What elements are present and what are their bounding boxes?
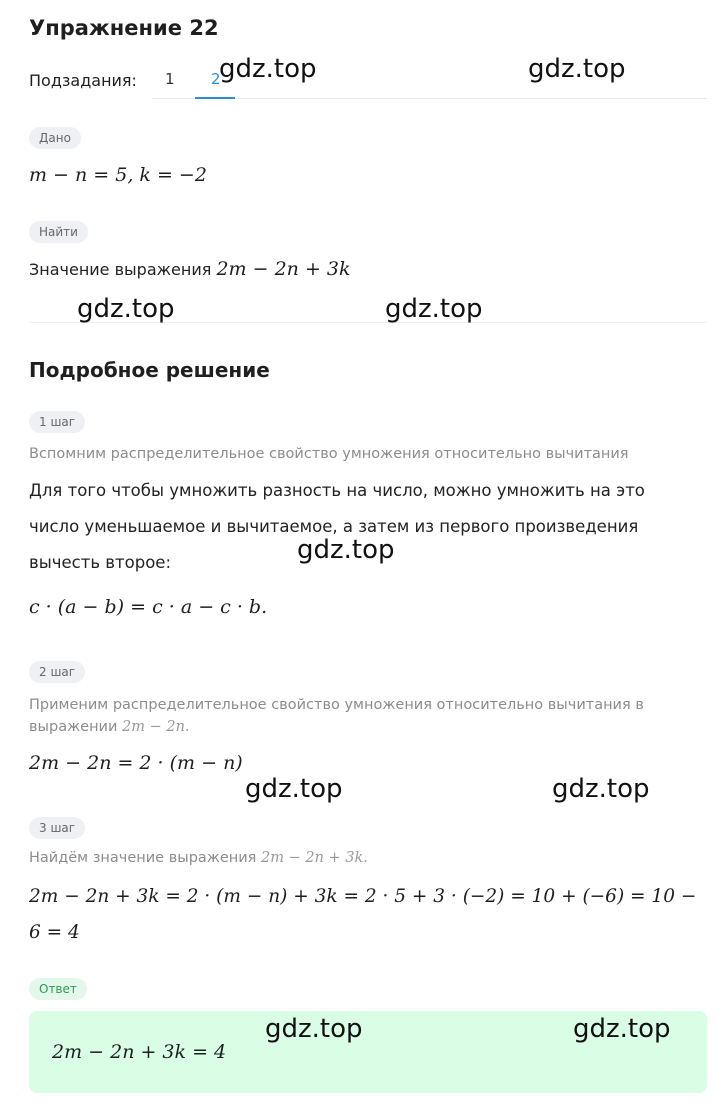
tab-subtask-1[interactable]: 1 <box>165 70 175 88</box>
page-title: Упражнение 22 <box>29 16 219 40</box>
watermark: gdz.top <box>297 535 395 565</box>
watermark: gdz.top <box>265 1014 363 1044</box>
step-2-hint <box>29 694 669 738</box>
step-2-chip: 2 шаг <box>29 661 85 683</box>
find-row <box>29 258 351 280</box>
watermark: gdz.top <box>385 294 483 324</box>
watermark: gdz.top <box>219 54 317 84</box>
watermark: gdz.top <box>573 1014 671 1044</box>
step-1-text: Для того чтобы умножить разность на число, можно умножить на это число уменьшаемое и вычитаемое, а затем из первого произведения вычесть второе: <box>29 481 645 572</box>
answer-chip: Ответ <box>29 978 87 1000</box>
find-expression: 2m − 2n + 3k <box>216 258 351 280</box>
watermark: gdz.top <box>77 294 175 324</box>
find-text: Значение выражения <box>29 260 212 279</box>
answer-expression: 2m − 2n + 3k = 4 <box>52 1041 227 1063</box>
subtasks-label: Подзадания: <box>29 71 137 90</box>
step-2-expression: 2m − 2n = 2 · (m − n) <box>29 752 243 774</box>
tab-subtask-2[interactable]: 2 <box>211 70 221 88</box>
step-3-hint <box>29 850 368 866</box>
step-2-hint-text: Применим распределительное свойство умножения относительно вычитания в выражении <box>29 697 644 735</box>
step-1-chip: 1 шаг <box>29 411 85 433</box>
step-1-hint: Вспомним распределительное свойство умножения относительно вычитания <box>29 446 629 462</box>
tabs-divider <box>152 98 707 99</box>
given-expression: m − n = 5, k = −2 <box>29 164 207 186</box>
watermark: gdz.top <box>245 774 343 804</box>
solution-heading: Подробное решение <box>29 358 270 382</box>
step-3-hint-text: Найдём значение выражения <box>29 850 257 866</box>
step-3-expression-line-2: 6 = 4 <box>29 922 80 943</box>
step-3-chip: 3 шаг <box>29 817 85 839</box>
step-3-hint-expression: 2m − 2n + 3k. <box>261 850 368 866</box>
step-3-expression-line-1: 2m − 2n + 3k = 2 · (m − n) + 3k = 2 · 5 + 3 · (−2) = 10 + (−6) = 10 − <box>29 886 697 907</box>
watermark: gdz.top <box>552 774 650 804</box>
given-chip: Дано <box>29 127 81 149</box>
step-1-expression: c · (a − b) = c · a − c · b. <box>29 596 268 618</box>
active-tab-indicator <box>195 97 235 99</box>
step-2-hint-expression: 2m − 2n. <box>122 719 190 735</box>
watermark: gdz.top <box>528 54 626 84</box>
find-chip: Найти <box>29 221 88 243</box>
